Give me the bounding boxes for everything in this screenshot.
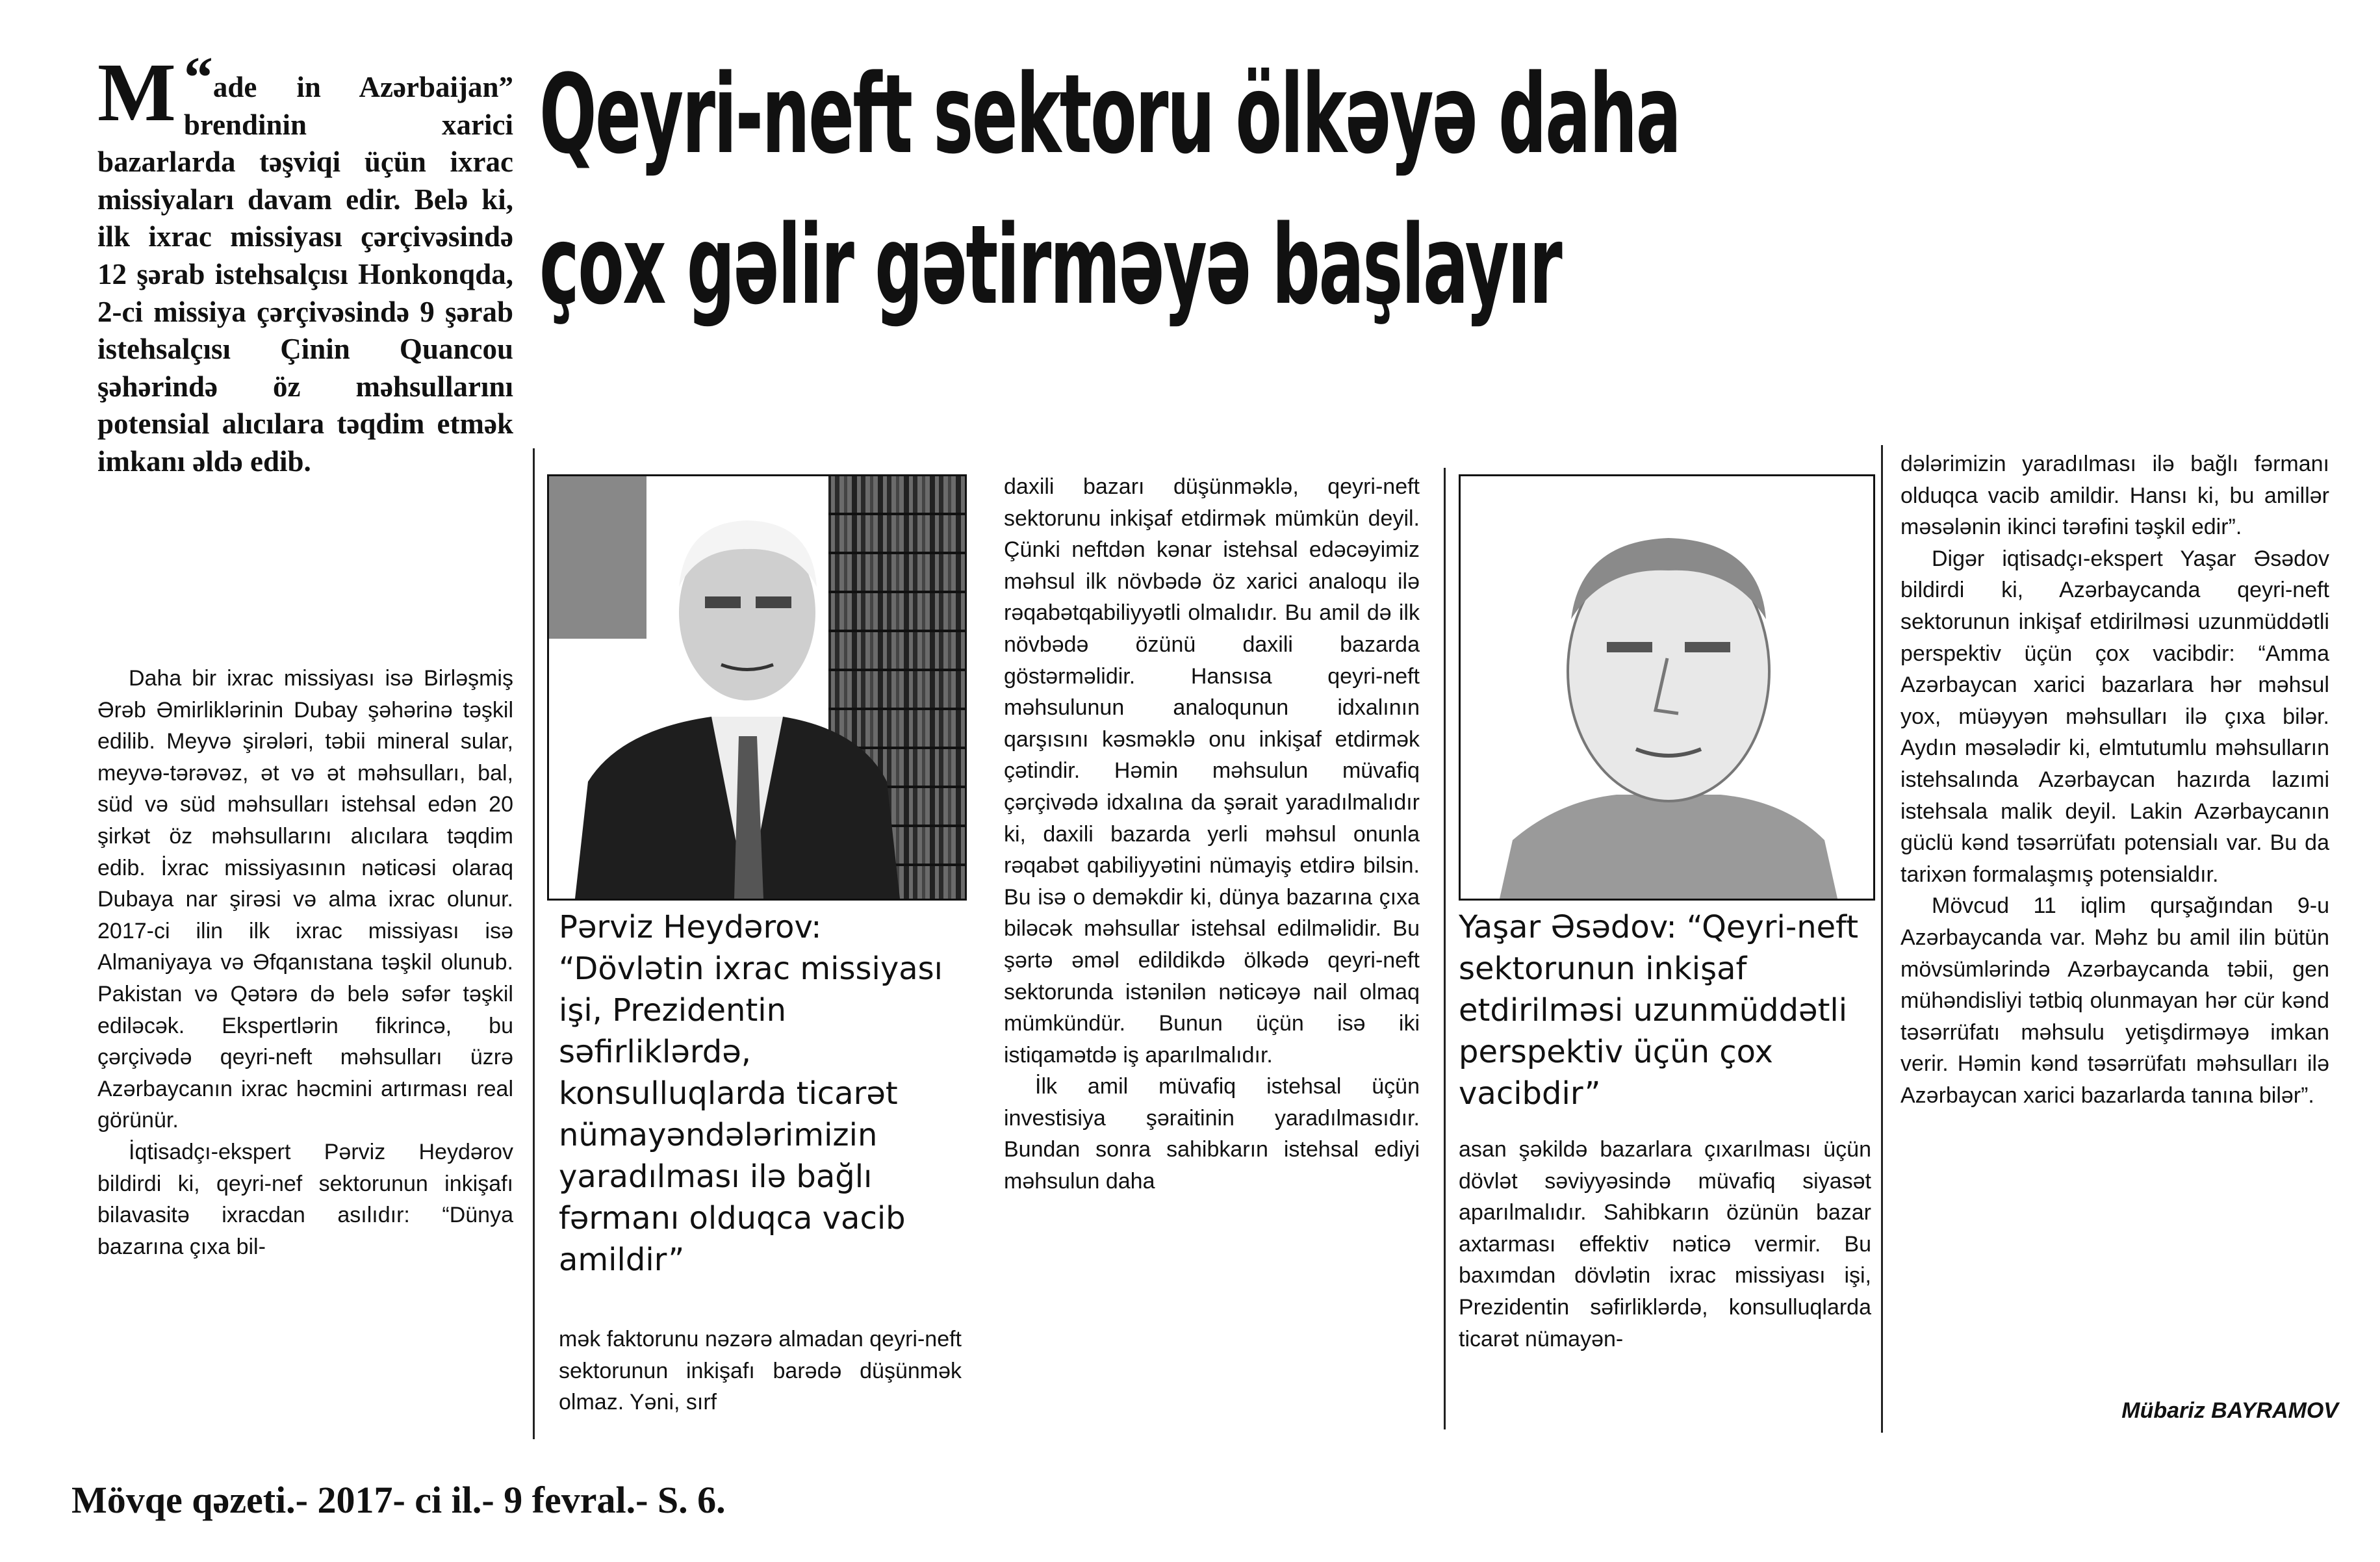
column-1 <box>97 663 513 1262</box>
source-line: Mövqe qəzeti.- 2017- ci il.- 9 fevral.- S. 6. <box>71 1479 726 1521</box>
col3-paragraph-2: İlk amil müvafiq istehsal üçün investisiya şəraitinin yaradılmasıdır. Bundan sonra sahibkarın istehsal ediyi məhsulun daha <box>1004 1074 1420 1194</box>
column-divider <box>533 448 535 1439</box>
column-2 <box>559 1324 962 1418</box>
drop-cap: M <box>97 46 176 138</box>
byline: Mübariz BAYRAMOV <box>2121 1398 2338 1423</box>
col1-paragraph-1: Daha bir ixrac missiyası isə Birləşmiş Ərəb Əmirliklərinin Dubay şəhərinə təşkil edilib. Meyvə şirələri, təbii mineral sular, meyvə-tərəvəz, ət və ət məhsulları, bal, süd və süd məhsulları istehsal edən 20 şirkət öz məhsullarını alıcılara təqdim edib. İxrac missiyasının nəticəsi olaraq Dubaya nar şirəsi və alma ixrac olunur. 2017-ci ilin ilk ixrac missiyası isə Almaniyaya və Əfqanıstana təşkil olunub. Pakistan və Qətərə də belə səfər təşkil ediləcək. Ekspertlərin fikrincə, bu çərçivədə qeyri-neft məhsulları üzrə Azərbaycanın ixrac həcmini artırması real görünür. <box>97 666 513 1133</box>
col3-paragraph-1: daxili bazarı düşünməklə, qeyri-neft sektorunu inkişaf etdirmək mümkün deyil. Çünki neftdən kənar istehsal edəcəyimiz məhsul ilk növbədə öz xarici analoqu ilə rəqabətqabiliyyətli olmalıdır. Bu amil də ilk növbədə özünü daxili bazarda göstərməlidir. Hansısa qeyri-neft məhsulunun analoqunun idxalının qarşısını kəsməklə onu inkişaf etdirmək çətindir. Həmin məhsulun müvafiq çərçivədə idxalına da şərait yaradılmalıdır ki, daxili bazarda yerli məhsul onunla rəqabət qabiliyyətini nümayiş etdirə bilsin. Bu isə o deməkdir ki, dünya bazarına çıxa biləcək məhsullar istehsal edilməlidir. Bu şərtə əməl edildikdə ölkədə qeyri-neft sektorunda istənilən nəticəyə nail olmaq mümkündür. Bunun üçün isə iki istiqamətdə iş aparılmalıdır. <box>1004 474 1420 1068</box>
caption-quote: “Qeyri-neft sektorunun inkişaf etdirilməsi uzunmüddətli perspektiv üçün çox vacibdir” <box>1459 909 1859 1112</box>
portrait-photo-icon <box>1461 476 1873 899</box>
headline <box>539 39 1680 340</box>
headline-line-2: çox gəlir gətirməyə başlayır <box>539 201 1561 329</box>
column-divider <box>1881 445 1883 1433</box>
col2-paragraph: mək faktorunu nəzərə almadan qeyri-neft sektorunun inkişafı barədə düşünmək olmaz. Yəni, sırf <box>559 1327 962 1415</box>
caption-name: Pərviz Heydərov: <box>559 909 822 945</box>
column-divider <box>1444 468 1446 1429</box>
photo-yasar-asadov <box>1459 474 1875 901</box>
column-4 <box>1459 1134 1871 1355</box>
lead-text: ade in Azərbaijan” brendinin xarici bazarlarda təşviqi üçün ixrac missiyaları davam edir. Belə ki, ilk ixrac missiyası çərçivəsində 12 şərab istehsalçısı Honkonqda, 2-ci missiya çərçivəsində 9 şərab istehsalçısı Çinin Quancou şəhərində öz məhsullarını potensial alıcılara təqdim etmək imkanı əldə edib. <box>97 71 513 478</box>
portrait-photo-icon <box>549 476 965 899</box>
column-5 <box>1900 448 2329 1111</box>
headline-line-1: Qeyri-neft sektoru ölkəyə daha <box>539 51 1680 178</box>
col5-paragraph-0: dələrimizin yaradılması ilə bağlı fərmanı olduqca vacib amildir. Hansı ki, bu amillər məsələnin ikinci tərəfini təşkil edir”. <box>1900 452 2329 540</box>
col5-paragraph-2: Mövcud 11 iqlim qurşağından 9-u Azərbaycanda var. Məhz bu amil ilin bütün mövsümlərində Azərbaycanda təbii, gen mühəndisliyi tətbiq olunmayan hər cür kənd təsərrüfatı məhsulu yetişdirməyə imkan verir. Həmin kənd təsərrüfatı məhsulları ilə Azərbaycan xarici bazarlarda tanına bilər”. <box>1900 893 2329 1108</box>
lead-paragraph <box>97 45 513 481</box>
caption-yasar-asadov <box>1459 906 1871 1114</box>
caption-parviz-heydarov <box>559 906 962 1281</box>
col4-paragraph: asan şəkildə bazarlara çıxarılması üçün dövlət səviyyəsində müvafiq siyasət aparılmalıdır. Sahibkarın özünün bazar axtarması effektiv nəticə vermir. Bu baxımdan dövlətin ixrac missiyası işi, Prezidentin səfirliklərdə, konsulluqlarda ticarət nümayən- <box>1459 1137 1871 1351</box>
column-3 <box>1004 471 1420 1197</box>
col5-paragraph-1: Digər iqtisadçı-ekspert Yaşar Əsədov bildirdi ki, Azərbaycanda qeyri-neft sektorunun inkişaf etdirilməsi uzunmüddətli perspektiv üçün çox vacibdir: “Amma Azərbaycan xarici bazarlara hər məhsul yox, müəyyən məhsulları ilə çıxa bilər. Aydın məsələdir ki, elmtutumlu məhsulların istehsalında Azərbaycan hazırda lazımi istehsala malik deyil. Lakin Azərbaycanın güclü kənd təsərrüfatı potensialı var. Bu da tarixən formalaşmış potensialdır. <box>1900 546 2329 887</box>
caption-quote: “Dövlətin ixrac missiyası işi, Prezidentin səfirliklərdə, konsulluqlarda ticarət nümayəndələrimizin yaradılması ilə bağlı fərmanı olduqca vacib amildir” <box>559 951 943 1278</box>
col1-paragraph-2: İqtisadçı-ekspert Pərviz Heydərov bildirdi ki, qeyri-nef sektorunun inkişafı bilavasitə ixracdan asılıdır: “Dünya bazarına çıxa bil- <box>97 1139 513 1259</box>
photo-parviz-heydarov <box>547 474 967 901</box>
caption-name: Yaşar Əsədov: <box>1459 909 1677 945</box>
open-quote: “ <box>183 45 213 110</box>
